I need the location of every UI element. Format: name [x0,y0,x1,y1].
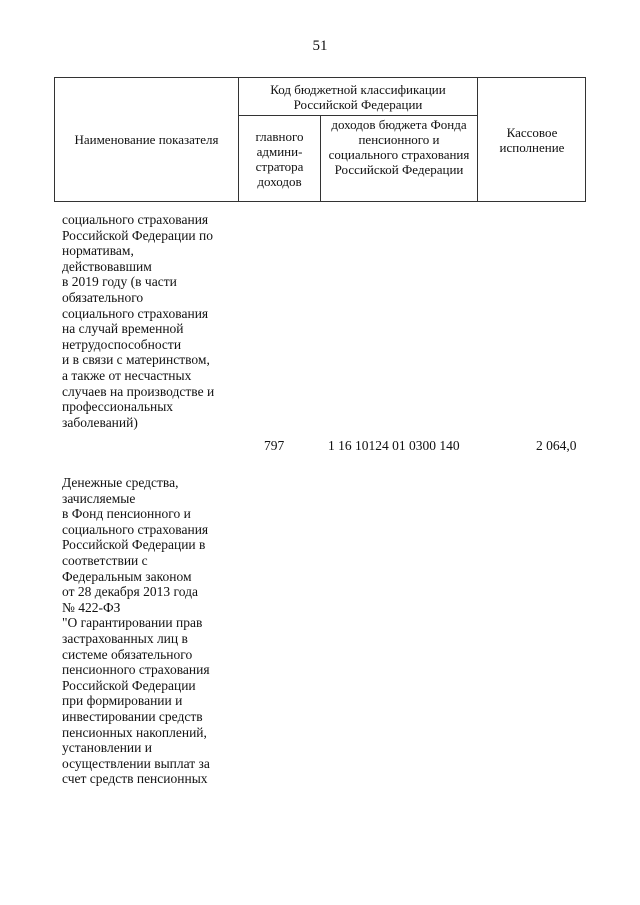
row-income-code: 1 16 10124 01 0300 140 [328,438,460,453]
page-number: 51 [312,38,328,54]
row-admin-code: 797 [264,438,285,453]
row-name: социального страхования Российской Федерации по нормативам, действовавшим в 2019 году (в части обязательного социального страхования на случай временной нетрудоспособности и в связи с материнством, а также от несчастных случаев на производстве и профессиональных заболеваний) [62,212,215,430]
row-name: Денежные средства, зачисляемые в Фонд пенсионного и социального страхования Российской Федерации в соответствии с Федеральным законом от 28 декабря 2013 года № 422-ФЗ "О гарантировании прав застрахованных лиц в системе обязательного пенсионного страхования Российской Федерации при формировании и инвестировании средств пенсионных накоплений, установлении и осуществлении выплат за счет средств пенсионных [62,475,210,787]
header-name-column: Наименование показателя [74,132,219,147]
header-income-column: доходов бюджета Фонда пенсионного и социального страхования Российской Федерации [328,117,470,177]
table-row [0,212,640,462]
header-code-group: Код бюджетной классификации Российской Федерации [270,81,446,112]
table-header [54,77,586,202]
header-amount-column: Кассовое исполнение [499,124,565,155]
table-row [0,475,640,835]
row-amount: 2 064,0 [536,438,577,453]
header-admin-column: главного админи-стратора доходов [255,128,304,189]
